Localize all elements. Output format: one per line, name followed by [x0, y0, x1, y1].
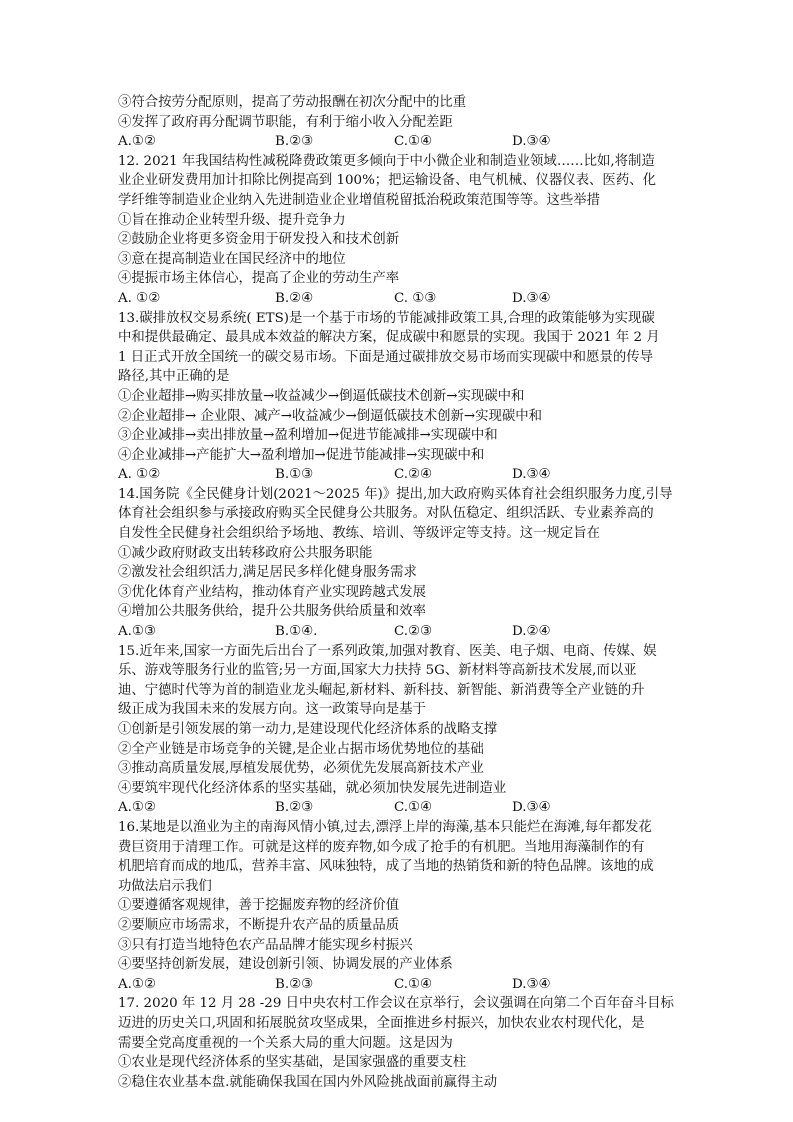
- answer-choices: [118, 289, 698, 309]
- answer-choices: [118, 465, 698, 485]
- question-16: [118, 818, 698, 994]
- question-stem-line: 14.国务院《全民健身计划(2021～2025 年)》提出,加大政府购买体育社会组织服务力度,引导: [118, 486, 673, 502]
- choice-b: B.②④: [275, 290, 314, 306]
- choice-d: D.②④: [512, 624, 551, 640]
- option-item: ③意在提高制造业在国民经济中的地位: [118, 251, 346, 267]
- answer-choices: [118, 132, 698, 152]
- choice-d: D.③④: [512, 134, 551, 150]
- answer-choices: [118, 622, 698, 642]
- question-stem-line: 自发性全民健身社会组织给予场地、教练、培训、等级评定等支持。这一规定旨在: [118, 526, 601, 542]
- question-stem-line: 15.近年来,国家一方面先后出台了一系列政策,加强对教育、医美、电子烟、电商、传媒、娱: [118, 643, 657, 659]
- question-11: [118, 93, 698, 152]
- choice-c: C.①④: [394, 800, 433, 816]
- option-item: ②全产业链是市场竞争的关键,是企业占据市场优势地位的基础: [118, 741, 484, 757]
- question-stem-line: 12. 2021 年我国结构性减税降费政策更多倾向于中小微企业和制造业领域……比如,将制造: [118, 153, 655, 169]
- choice-b: B.①③: [275, 467, 314, 483]
- answer-choices: [118, 798, 698, 818]
- question-stem-line: 17. 2020 年 12 月 28 -29 日中央农村工作会议在京举行，会议强调在向第二个百年奋斗目标: [118, 996, 674, 1012]
- choice-a: A.①②: [118, 134, 156, 150]
- choice-a: A.①②: [118, 976, 156, 992]
- question-stem-line: 中和提供最确定、最具成本效益的解决方案，促成碳中和愿景的实现。我国于 2021 年 2 月: [118, 330, 660, 346]
- option-item: ④要筑牢现代化经济体系的坚实基础，就必须加快发展先进制造业: [118, 780, 507, 796]
- choice-a: A.①②: [118, 800, 156, 816]
- option-item: ②稳住农业基本盘.就能确保我国在国内外风险挑战面前赢得主动: [118, 1074, 498, 1090]
- choice-d: D.③④: [512, 467, 551, 483]
- question-stem-line: 级正成为我国未来的发展方向。这一政策导向是基于: [118, 702, 426, 718]
- choice-b: B.②③: [275, 800, 314, 816]
- question-stem-line: 迪、宁德时代等为首的制造业龙头崛起,新材料、新科技、新智能、新消费等全产业链的升: [118, 682, 645, 698]
- option-item: ③优化体育产业结构，推动体育产业实现跨越式发展: [118, 584, 426, 600]
- choice-c: C.②③: [394, 624, 433, 640]
- option-item: ①企业超排→购买排放量→收益减少→倒逼低碳技术创新→实现碳中和: [118, 388, 525, 404]
- choice-c: C.①④: [394, 976, 433, 992]
- option-item: ③企业减排→卖出排放量→盈利增加→促进节能减排→实现碳中和: [118, 428, 498, 444]
- question-stem-line: 需要全党高度重视的一个关系大局的重大问题。这是因为: [118, 1035, 453, 1051]
- option-item: ④要坚持创新发展，建设创新引领、协调发展的产业体系: [118, 957, 453, 973]
- choice-b: B.②③: [275, 976, 314, 992]
- question-12: [118, 152, 698, 309]
- question-17: [118, 994, 698, 1092]
- question-stem-line: 1 日正式开放全国统一的碳交易市场。下面是通过碳排放交易市场而实现碳中和愿景的传导: [118, 349, 654, 365]
- option-item: ④企业减排→产能扩大→盈利增加→促进节能减排→实现碳中和: [118, 447, 485, 463]
- option-item: ③只有打造当地特色农产品品牌才能实现乡村振兴: [118, 937, 413, 953]
- option-item: ④提振市场主体信心，提高了企业的劳动生产率: [118, 271, 400, 287]
- option-item: ②鼓励企业将更多资金用于研发投入和技术创新: [118, 232, 400, 248]
- option-item: ②要顺应市场需求，不断提升农产品的质量品质: [118, 917, 400, 933]
- question-stem-line: 乐、游戏等服务行业的监管;另一方面,国家大力扶持 5G、新材料等高新技术发展,而以亚: [118, 663, 637, 679]
- choice-a: A.①③: [118, 624, 156, 640]
- question-stem-line: 16.某地是以渔业为主的南海风情小镇,过去,漂浮上岸的海藻,基本只能烂在海滩,每年都发花: [118, 819, 652, 835]
- question-stem-line: 费巨资用于清理工作。可就是这样的废弃物,如今成了抢手的有机肥。当地用海藻制作的有: [118, 839, 645, 855]
- option-item: ①要遵循客观规律，善于挖掘废弃物的经济价值: [118, 898, 400, 914]
- option-item: ①农业是现代经济体系的坚实基础，是国家强盛的重要支柱: [118, 1055, 467, 1071]
- question-stem-line: 业企业研发费用加计扣除比例提高到 100%；把运输设备、电气机械、仪器仪表、医药、化: [118, 173, 656, 189]
- option-item: ③符合按劳分配原则，提高了劳动报酬在初次分配中的比重: [118, 95, 467, 110]
- option-item: ①旨在推动企业转型升级、提升竞争力: [118, 212, 346, 228]
- question-stem-line: 机肥培育而成的地瓜，营养丰富、风味独特，成了当地的热销货和新的特色品牌。该地的成: [118, 859, 654, 875]
- choice-c: C. ①③: [394, 290, 437, 306]
- question-15: [118, 642, 698, 818]
- option-item: ①减少政府财政支出转移政府公共服务职能: [118, 545, 373, 561]
- exam-page: [118, 93, 698, 1092]
- option-item: ②激发社会组织活力,满足居民多样化健身服务需求: [118, 565, 417, 581]
- answer-choices: [118, 975, 698, 995]
- choice-c: C.②④: [394, 467, 433, 483]
- question-stem-line: 学纤维等制造业企业纳入先进制造业企业增值税留抵治税政策范围等等。这些举措: [118, 192, 601, 208]
- choice-b: B.②③: [275, 134, 314, 150]
- choice-c: C.①④: [394, 134, 433, 150]
- question-stem-line: 13.碳排放权交易系统( ETS)是一个基于市场的节能减排政策工具,合理的政策能够为实现碳: [118, 310, 655, 326]
- choice-d: D.③④: [512, 290, 551, 306]
- choice-d: D.③④: [512, 976, 551, 992]
- choice-d: D.③④: [512, 800, 551, 816]
- question-14: [118, 485, 698, 642]
- question-stem-line: 迈进的历史关口,巩固和拓展脱贫攻坚成果，全面推进乡村振兴，加快农业农村现代化，是: [118, 1015, 645, 1031]
- option-item: ①创新是引领发展的第一动力,是建设现代化经济体系的战略支撑: [118, 722, 498, 737]
- question-stem-line: 体育社会组织参与承接政府购买全民健身公共服务。对队伍稳定、组织活跃、专业素养高的: [118, 506, 654, 522]
- choice-a: A. ①②: [118, 467, 161, 483]
- option-item: ④增加公共服务供给，提升公共服务供给质量和效率: [118, 604, 426, 620]
- question-stem-line: 路径,其中正确的是: [118, 369, 230, 385]
- question-stem-line: 功做法启示我们: [118, 878, 212, 894]
- choice-a: A. ①②: [118, 290, 161, 306]
- option-item: ④发挥了政府再分配调节职能，有利于缩小收入分配差距: [118, 114, 453, 130]
- question-13: [118, 309, 698, 485]
- option-item: ③推动高质量发展,厚植发展优势，必须优先发展高新技术产业: [118, 761, 484, 777]
- choice-b: B.①④.: [275, 624, 318, 640]
- option-item: ②企业超排→ 企业限、减产→收益减少→倒逼低碳技术创新→实现碳中和: [118, 408, 543, 424]
